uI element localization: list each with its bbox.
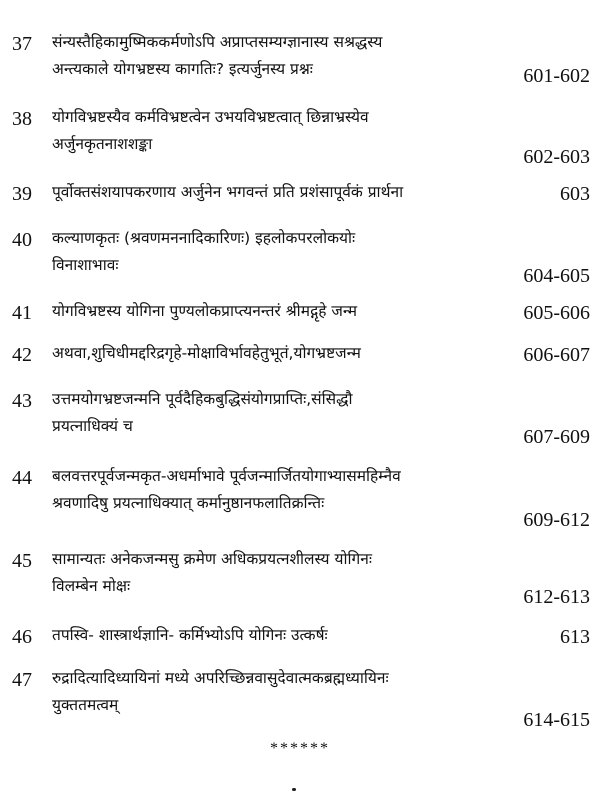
section-separator: ******: [270, 740, 330, 757]
entry-title-line: अथवा,शुचिधीमद्दरिद्रगृहे-मोक्षाविर्भावहेतुभूतं,योगभ्रष्टजन्म: [52, 344, 361, 362]
entry-title: [52, 179, 492, 206]
entry-pages: 603: [560, 183, 590, 205]
entry-title-line: विलम्बेन मोक्षः: [52, 577, 131, 595]
entry-title: [52, 546, 492, 600]
entry-title-line: अर्जुनकृतनाशशङ्का: [52, 135, 153, 153]
entry-pages: 613: [560, 626, 590, 648]
entry-pages: 602-603: [523, 146, 590, 168]
entry-title: [52, 29, 492, 83]
entry-number: 43: [12, 390, 32, 412]
entry-number: 41: [12, 302, 32, 324]
entry-title-line: पूर्वोक्तसंशयापकरणाय अर्जुनेन भगवन्तं प्रति प्रशंसापूर्वकं प्रार्थना: [52, 183, 404, 201]
entry-title: [52, 225, 492, 279]
entry-title-line: प्रयत्नाधिक्यं च: [52, 417, 133, 435]
entry-title-line: संन्यस्तैहिकामुष्मिककर्मणोऽपि अप्राप्तसम्यग्ज्ञानास्य सश्रद्धस्य: [52, 33, 383, 51]
entry-title-line: सामान्यतः अनेकजन्मसु क्रमेण अधिकप्रयत्नशीलस्य योगिनः: [52, 550, 372, 568]
entry-title-line: योगविभ्रष्टस्य योगिना पुण्यलोकप्राप्त्यनन्तरं श्रीमद्गृहे जन्म: [52, 302, 358, 320]
entry-pages: 612-613: [523, 586, 590, 608]
entry-number: 38: [12, 108, 32, 130]
entry-pages: 614-615: [523, 709, 590, 731]
entry-number: 47: [12, 669, 32, 691]
entry-title-line: विनाशाभावः: [52, 256, 119, 274]
entry-number: 42: [12, 344, 32, 366]
entry-title-line: उत्तमयोगभ्रष्टजन्मनि पूर्वदैहिकबुद्धिसंयोगप्राप्तिः,संसिद्धौ: [52, 390, 353, 408]
entry-pages: 609-612: [523, 509, 590, 531]
entry-number: 37: [12, 33, 32, 55]
entry-title-line: तपस्वि- शास्त्रार्थज्ञानि- कर्मिभ्योऽपि योगिनः उत्कर्षः: [52, 626, 328, 644]
entry-title: [52, 104, 492, 158]
entry-title: [52, 463, 492, 517]
entry-number: 40: [12, 229, 32, 251]
entry-number: 45: [12, 550, 32, 572]
entry-title: [52, 622, 492, 649]
entry-title-line: योगविभ्रष्टस्यैव कर्मविभ्रष्टत्वेन उभयविभ्रष्टत्वात् छिन्नाभ्रस्येव: [52, 108, 369, 126]
page-mark: [292, 788, 296, 791]
entry-title: [52, 298, 492, 325]
entry-number: 44: [12, 467, 32, 489]
entry-title-line: रुद्रादित्यादिध्यायिनां मध्ये अपरिच्छिन्नवासुदेवात्मकब्रह्मध्यायिनः: [52, 669, 389, 687]
entry-pages: 601-602: [523, 65, 590, 87]
entry-number: 46: [12, 626, 32, 648]
entry-title: [52, 340, 492, 367]
entry-title-line: कल्याणकृतः (श्रवणमननादिकारिणः) इहलोकपरलोकयोः: [52, 229, 356, 247]
entry-title: [52, 386, 492, 440]
entry-number: 39: [12, 183, 32, 205]
entry-pages: 607-609: [523, 426, 590, 448]
entry-title-line: बलवत्तरपूर्वजन्मकृत-अधर्माभावे पूर्वजन्मार्जितयोगाभ्यासमहिम्नैव: [52, 467, 401, 485]
entry-pages: 606-607: [523, 344, 590, 366]
entry-pages: 605-606: [523, 302, 590, 324]
entry-pages: 604-605: [523, 265, 590, 287]
entry-title-line: अन्त्यकाले योगभ्रष्टस्य कागतिः? इत्यर्जुनस्य प्रश्नः: [52, 60, 313, 78]
entry-title: [52, 665, 492, 719]
entry-title-line: युक्ततमत्वम्: [52, 696, 119, 714]
entry-title-line: श्रवणादिषु प्रयत्नाधिक्यात् कर्मानुष्ठानफलातिक्रन्तिः: [52, 494, 325, 512]
